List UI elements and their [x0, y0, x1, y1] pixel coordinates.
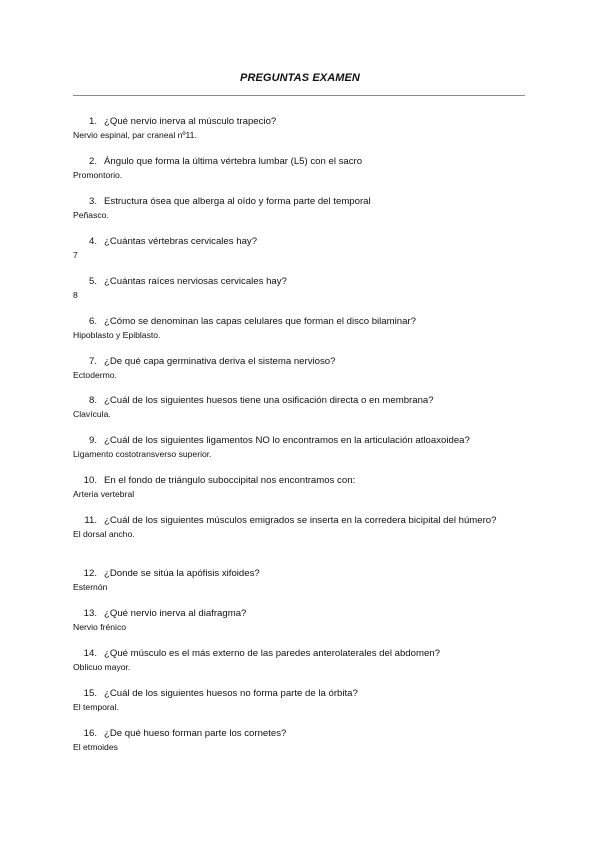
question-item — [73, 394, 543, 420]
answer-text: Nervio espinal, par craneal nº11. — [73, 130, 197, 140]
answer-text: Ectodermo. — [73, 370, 117, 380]
question-number: 2. — [88, 156, 97, 167]
question-item — [73, 155, 543, 181]
question-item — [73, 195, 543, 221]
question-text: Ángulo que forma la última vértebra lumbar (L5) con el sacro — [104, 156, 363, 167]
question-text: ¿De qué capa germinativa deriva el sistema nervioso? — [104, 356, 336, 367]
answer-text: Ligamento costotransverso superior. — [73, 449, 212, 459]
question-number: 10. — [83, 475, 97, 486]
question-text: ¿Qué nervio inerva al músculo trapecio? — [104, 116, 277, 127]
question-item — [73, 355, 543, 381]
question-text: ¿De qué hueso forman parte los cornetes? — [104, 728, 287, 739]
question-number: 8. — [88, 395, 97, 406]
question-text: ¿Qué nervio inerva al diafragma? — [104, 608, 247, 619]
question-item — [73, 607, 543, 633]
answer-text: El temporal. — [73, 702, 119, 712]
answer-text: El etmoides — [73, 742, 118, 752]
question-text: Estructura ósea que alberga al oído y forma parte del temporal — [104, 196, 371, 207]
question-item — [73, 647, 543, 673]
question-text: ¿Qué músculo es el más externo de las paredes anterolaterales del abdomen? — [104, 648, 440, 659]
question-text: ¿Cómo se denominan las capas celulares que forman el disco bilaminar? — [104, 316, 416, 327]
question-item — [73, 115, 543, 141]
page-title: PREGUNTAS EXAMEN — [240, 72, 360, 84]
question-number: 6. — [88, 316, 97, 327]
question-text: ¿Cuál de los siguientes huesos no forma parte de la órbita? — [104, 688, 358, 699]
question-item — [73, 727, 543, 753]
question-number: 13. — [83, 608, 97, 619]
question-text: ¿Cuál de los siguientes músculos emigrados se inserta en la corredera bicipital del húmero? — [104, 515, 497, 526]
answer-text: Hipoblasto y Epiblasto. — [73, 330, 161, 340]
answer-text: 7 — [73, 250, 78, 260]
question-item — [73, 235, 543, 261]
question-text: ¿Donde se sitúa la apófisis xifoides? — [104, 568, 260, 579]
question-number: 1. — [88, 116, 97, 127]
question-item — [73, 434, 543, 460]
answer-text: El dorsal ancho. — [73, 529, 135, 539]
answer-text: Arteria vertebral — [73, 489, 135, 499]
question-number: 14. — [83, 648, 97, 659]
question-item — [73, 275, 543, 301]
title-divider — [73, 95, 525, 96]
answer-text: Promontorio. — [73, 170, 123, 180]
question-item — [73, 567, 543, 593]
question-number: 15. — [83, 688, 97, 699]
answer-text: Clavícula. — [73, 409, 111, 419]
question-item — [73, 687, 543, 713]
question-item — [73, 315, 543, 341]
answer-text: Oblicuo mayor. — [73, 662, 131, 672]
question-number: 9. — [88, 435, 97, 446]
answer-text: 8 — [73, 290, 78, 300]
answer-text: Esternón — [73, 582, 108, 592]
question-text: ¿Cuál de los siguientes ligamentos NO lo encontramos en la articulación atloaxoidea? — [104, 435, 470, 446]
question-text: ¿Cuál de los siguientes huesos tiene una osificación directa o en membrana? — [104, 395, 434, 406]
question-number: 5. — [88, 276, 97, 287]
answer-text: Peñasco. — [73, 210, 109, 220]
question-item — [73, 514, 543, 540]
question-text: En el fondo de triángulo suboccipital nos encontramos con: — [104, 475, 356, 486]
question-number: 16. — [83, 728, 97, 739]
question-number: 11. — [84, 515, 97, 526]
question-number: 12. — [83, 568, 97, 579]
question-number: 7. — [88, 356, 97, 367]
question-number: 4. — [88, 236, 97, 247]
question-number: 3. — [88, 196, 97, 207]
question-text: ¿Cuántas raíces nerviosas cervicales hay? — [104, 276, 287, 287]
question-item — [73, 474, 543, 500]
answer-text: Nervio frénico — [73, 622, 127, 632]
question-text: ¿Cuántas vértebras cervicales hay? — [104, 236, 258, 247]
